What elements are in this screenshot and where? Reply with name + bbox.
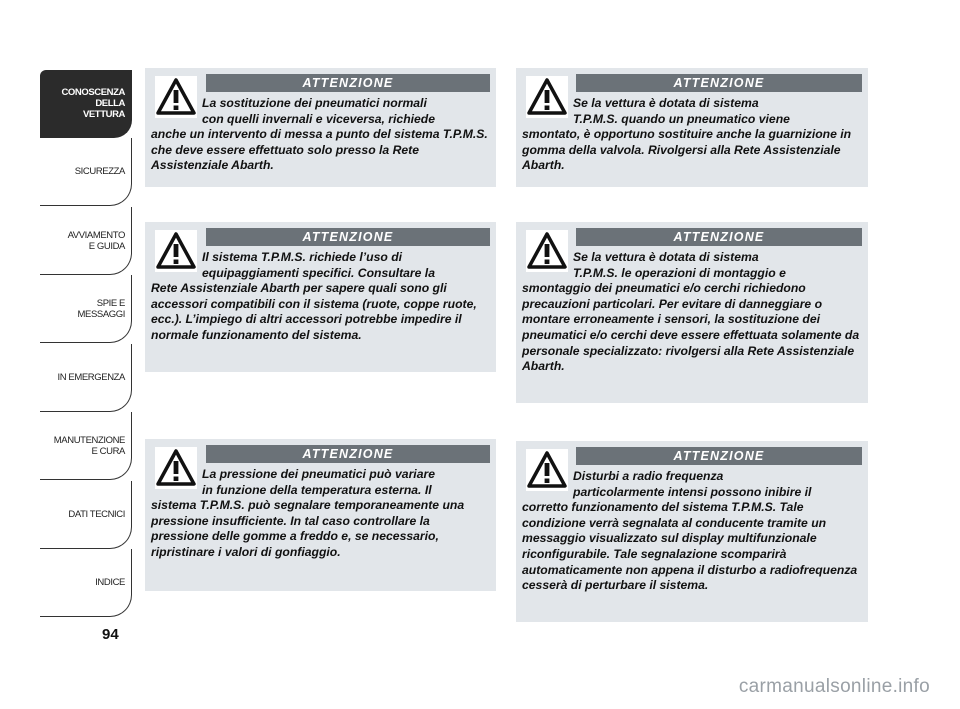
warning-text [522,96,860,174]
warning-text-line: in funzione della temperatura esterna. Il [202,482,432,497]
warning-text-line: Se la vettura è dotata di sistema [573,250,759,264]
warning-header: ATTENZIONE [576,228,862,246]
warning-header: ATTENZIONE [576,447,862,465]
warning-text-body: smontato, è opportuno sostituire anche la guarnizione in gomma della valvola. Rivolgersi alla Rete Assistenziale Abarth. [522,127,852,173]
tab-label: SPIE E MESSAGGI [77,297,125,320]
warning-box [145,68,496,187]
warning-box [516,441,868,622]
warning-box [145,439,496,591]
tab-label: SICUREZZA [74,166,125,177]
page-number: 94 [102,626,119,643]
tab-label: IN EMERGENZA [57,372,125,383]
tab-label: AVVIAMENTO E GUIDA [67,229,125,252]
tab-avviamento-e-guida[interactable] [40,207,132,275]
tab-label: CONOSCENZA DELLA VETTURA [61,87,125,120]
warning-triangle-icon [155,76,197,118]
tab-indice[interactable] [40,549,132,617]
warning-text [151,96,488,174]
warning-text [522,250,860,375]
tab-in-emergenza[interactable] [40,344,132,412]
tab-dati-tecnici[interactable] [40,481,132,549]
warning-text-line: particolarmente intensi possono inibire il [573,484,812,499]
warning-box [516,68,868,187]
warning-text-body: anche un intervento di messa a punto del sistema T.P.M.S. che deve essere effettuato solo presso la Rete Assistenziale Abarth. [151,127,488,173]
tab-sicurezza[interactable] [40,138,132,206]
warning-text-body: sistema T.P.M.S. può segnalare temporaneamente una pressione insufficiente. In tal caso controllare la pressione delle gomme a freddo e, se necessario, ripristinare i valori di gonfiaggio. [151,498,465,559]
tab-manutenzione-e-cura[interactable] [40,412,132,480]
warning-triangle-icon [155,230,197,272]
warning-triangle-icon [155,447,197,489]
tab-label: DATI TECNICI [68,509,125,520]
warning-text-body: Rete Assistenziale Abarth per sapere quali sono gli accessori compatibili con il sistema (ruote, coppe ruote, ecc.). L’impiego di altri accessori potrebbe impedire il normale funzionamento del sistema. [151,281,477,342]
warning-text-line: La pressione dei pneumatici può variare [202,467,435,481]
warning-header: ATTENZIONE [576,74,862,92]
warning-text-line: Il sistema T.P.M.S. richiede l’uso di [202,250,403,264]
warning-triangle-icon [526,449,568,491]
warning-text-line: equipaggiamenti specifici. Consultare la [202,265,435,280]
tab-conoscenza-della-vettura[interactable] [40,70,132,138]
warning-box [516,222,868,403]
warning-text-line: con quelli invernali e viceversa, richiede [202,111,436,126]
warning-header: ATTENZIONE [206,445,490,463]
warning-triangle-icon [526,230,568,272]
warning-text-line: Disturbi a radio frequenza [573,469,724,483]
warning-header: ATTENZIONE [206,228,490,246]
footer-watermark: carmanualsonline.info [738,676,930,697]
tab-label: INDICE [95,577,125,588]
warning-text-line: T.P.M.S. quando un pneumatico viene [573,111,790,126]
warning-triangle-icon [526,76,568,118]
warning-text [151,467,488,561]
chapter-sidebar [40,70,132,618]
warning-box [145,222,496,372]
warning-text-body: smontaggio dei pneumatici e/o cerchi richiedono precauzioni particolari. Per evitare di danneggiare o montare erroneamente i sensori, la sostituzione dei pneumatici e/o cerchi deve essere effettuata solamente da personale specializzato: rivolgersi alla Rete Assistenziale Abarth. [522,281,860,374]
warning-text-line: T.P.M.S. le operazioni di montaggio e [573,265,786,280]
warning-text-line: La sostituzione dei pneumatici normali [202,96,427,110]
warning-text-line: Se la vettura è dotata di sistema [573,96,759,110]
warning-header: ATTENZIONE [206,74,490,92]
tab-spie-e-messaggi[interactable] [40,275,132,343]
warning-text-body: corretto funzionamento del sistema T.P.M.S. Tale condizione verrà segnalata al conducente tramite un messaggio visualizzato sul display multifunzionale riconfigurabile. Tale segnalazione scomparirà automaticamente non appena il disturbo a radiofrequenza cesserà di perturbare il sistema. [522,500,858,593]
tab-label: MANUTENZIONE E CURA [53,434,125,457]
warning-text [151,250,488,344]
warning-text [522,469,860,594]
